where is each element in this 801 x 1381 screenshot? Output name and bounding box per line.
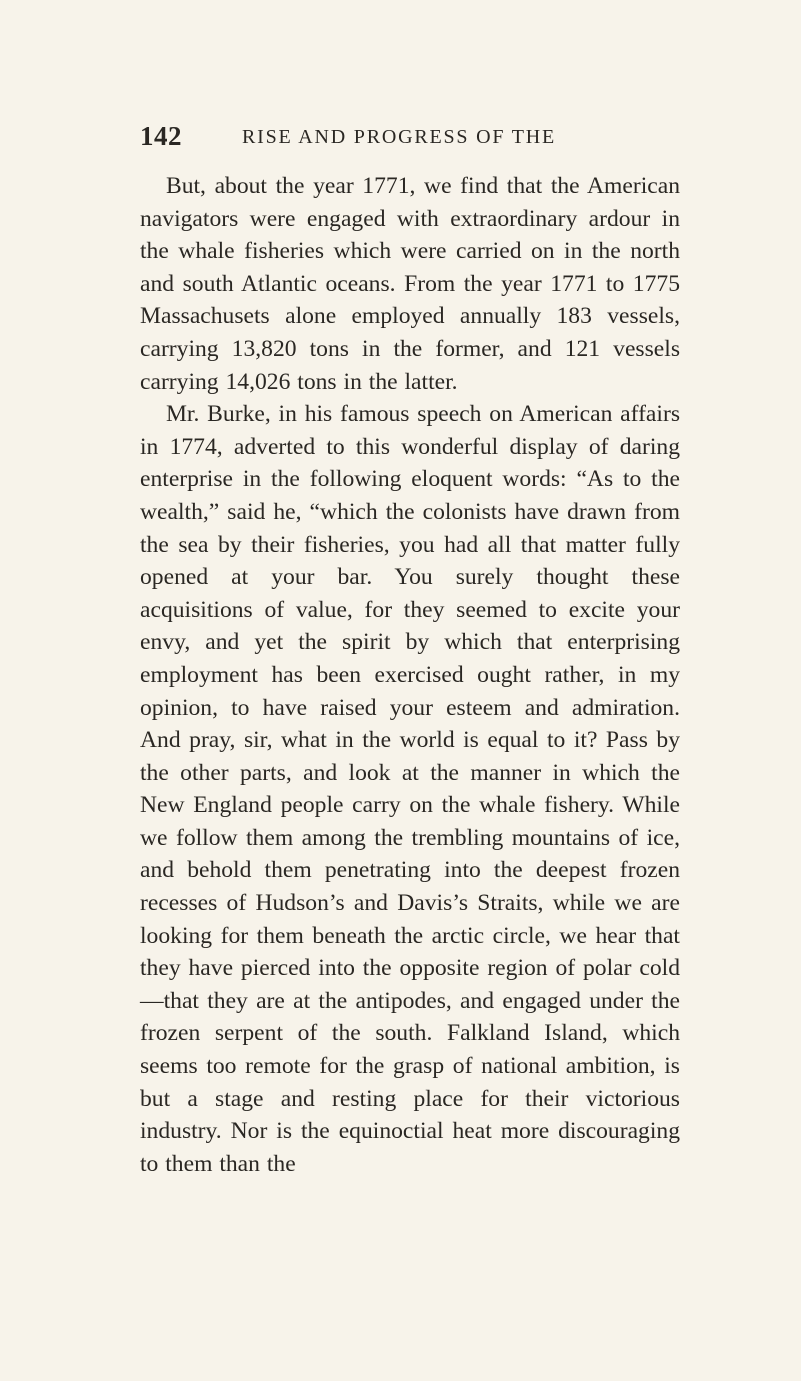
- running-head: [140, 120, 680, 152]
- paragraph-whale-fisheries: But, about the year 1771, we find that the American navigators were engaged with extraordinary ardour in the whale fisheries which were carried on in the north and south Atlantic oceans. From the year 1771 to 1775 Massachusets alone employed annually 183 vessels, carrying 13,820 tons in the former, and 121 vessels carrying 14,026 tons in the latter.: [140, 173, 680, 395]
- page-number: 142: [140, 121, 182, 151]
- paragraph-burke-speech: Mr. Burke, in his famous speech on American affairs in 1774, adverted to this wonderful display of daring enterprise in the following eloquent words: “As to the wealth,” said he, “which the colonists have drawn from the sea by their fisheries, you had all that matter fully opened at your bar. You surely thought these acquisitions of value, for they seemed to excite your envy, and yet the spirit by which that enterprising employment has been exercised ought rather, in my opinion, to have raised your esteem and admiration. And pray, sir, what in the world is equal to it? Pass by the other parts, and look at the manner in which the New England people carry on the whale fishery. While we follow them among the trembling mountains of ice, and behold them penetrating into the deepest frozen recesses of Hudson’s and Davis’s Straits, while we are looking for them beneath the arctic circle, we hear that they have pierced into the opposite region of polar cold—that they are at the antipodes, and engaged under the frozen serpent of the south. Falkland Island, which seems too remote for the grasp of national ambition, is but a stage and resting place for their victorious industry. Nor is the equinoctial heat more discouraging to them than the: [140, 401, 680, 1177]
- body-text: [140, 170, 680, 1180]
- running-head-title: RISE AND PROGRESS OF THE: [242, 126, 557, 148]
